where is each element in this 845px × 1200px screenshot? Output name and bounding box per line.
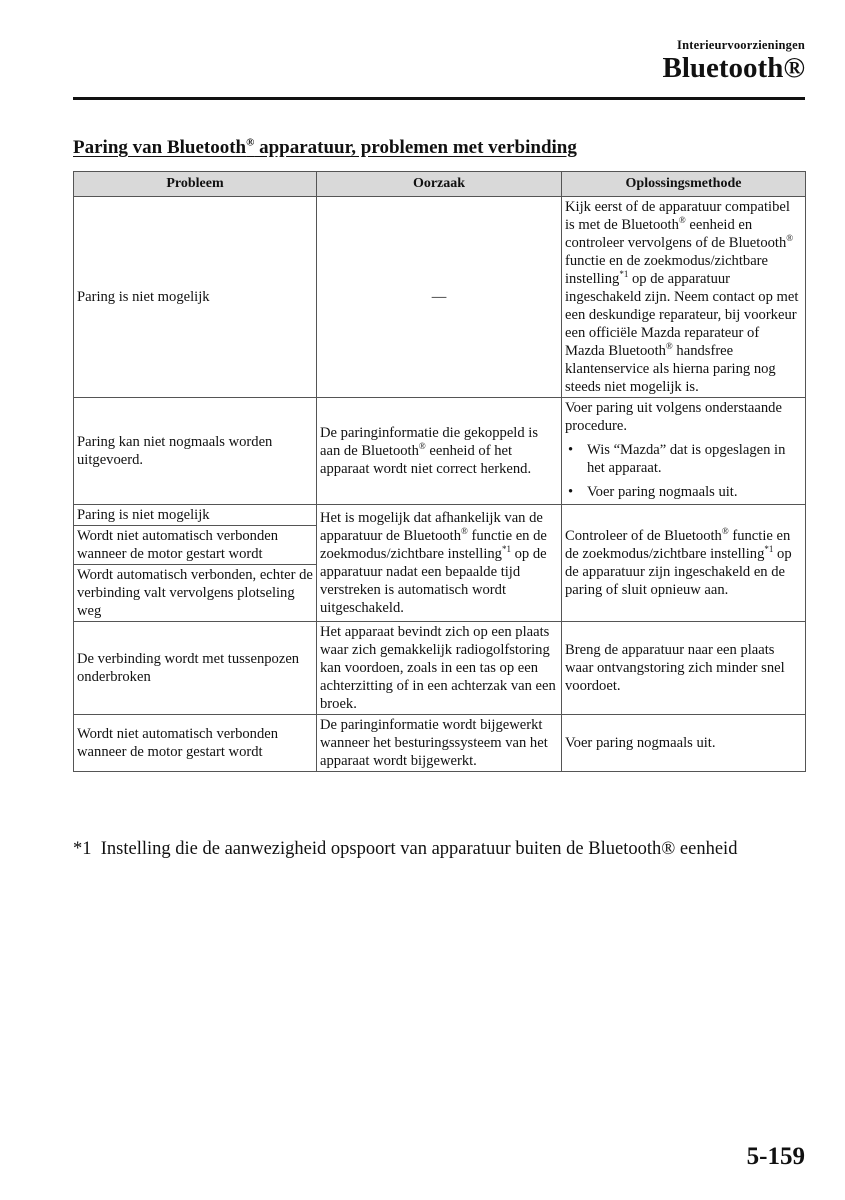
bullet-item xyxy=(565,441,802,477)
solution-text: op de apparatuur zijn ingeschakeld en de paring of sluit opnieuw aan. xyxy=(565,546,792,598)
footnote-ref: *1 xyxy=(619,269,629,280)
registered-mark: ® xyxy=(246,136,255,149)
header-divider xyxy=(73,97,805,100)
bullet-text: Voer paring nogmaals uit. xyxy=(587,484,738,500)
cause-text: De paringinformatie die gekoppeld is aan de Bluetooth xyxy=(320,425,539,459)
registered-mark: ® xyxy=(418,441,426,452)
problem-cell: De verbinding wordt met tussenpozen onderbroken xyxy=(74,622,317,715)
bullet-item xyxy=(565,483,802,501)
troubleshooting-table xyxy=(73,171,806,772)
cause-cell xyxy=(317,505,562,622)
solution-cell xyxy=(562,505,806,622)
cause-cell: Het apparaat bevindt zich op een plaats waar zich gemakkelijk radiogolfstoring kan voordoen, zoals in een tas op een achterzitting of in een achterzak van een broek. xyxy=(317,622,562,715)
solution-cell: Voer paring nogmaals uit. xyxy=(562,715,806,772)
footnote-ref: *1 xyxy=(764,544,774,555)
registered-mark: ® xyxy=(461,526,468,537)
cause-text: op de apparatuur nadat een bepaalde tijd verstreken is automatisch wordt uitgeschakeld. xyxy=(320,546,547,616)
solution-text: Controleer of de Bluetooth xyxy=(565,528,722,544)
problem-cell: Paring is niet mogelijk xyxy=(74,197,317,398)
table-row xyxy=(74,505,806,526)
section-heading-text-cont: apparatuur, problemen met verbinding xyxy=(254,137,577,158)
solution-text: Kijk eerst of de apparatuur compatibel is met de Bluetooth xyxy=(565,199,790,233)
section-heading-text: Paring van Bluetooth xyxy=(73,137,247,158)
section-heading xyxy=(73,137,577,159)
table-header-row xyxy=(74,172,806,197)
registered-mark: ® xyxy=(678,215,686,226)
table-row xyxy=(74,715,806,772)
bullet-dot-icon: • xyxy=(568,442,574,458)
solution-intro: Voer paring uit volgens onderstaande procedure. xyxy=(565,400,782,434)
footnote-text: Instelling die de aanwezigheid opspoort van apparatuur buiten de Bluetooth® eenheid xyxy=(100,839,738,859)
solution-cell xyxy=(562,197,806,398)
cause-cell: De paringinformatie wordt bijgewerkt wanneer het besturingssysteem van het apparaat wordt bijgewerkt. xyxy=(317,715,562,772)
table-row xyxy=(74,622,806,715)
problem-cell: Wordt automatisch verbonden, echter de verbinding valt vervolgens plotseling weg xyxy=(74,565,317,622)
problem-cell: Wordt niet automatisch verbonden wanneer de motor gestart wordt xyxy=(74,715,317,772)
page-title: Bluetooth® xyxy=(662,52,805,84)
bullet-text: Wis “Mazda” dat is opgeslagen in het apparaat. xyxy=(587,442,786,476)
cause-text: Het is mogelijk dat afhankelijk van de apparatuur de Bluetooth xyxy=(320,510,543,544)
footnote-marker: *1 xyxy=(73,839,92,859)
solution-text: eenheid en controleer vervolgens of de Bluetooth xyxy=(565,217,787,251)
registered-mark: ® xyxy=(786,233,794,244)
table-row xyxy=(74,197,806,398)
cause-text: functie en de zoekmodus/zichtbare instelling xyxy=(320,528,547,562)
registered-mark: ® xyxy=(665,341,673,352)
column-header-problem: Probleem xyxy=(74,172,317,197)
solution-text: functie en de zoekmodus/zichtbare instelling xyxy=(565,528,791,562)
cause-cell: — xyxy=(317,197,562,398)
solution-text: op de apparatuur ingeschakeld zijn. Neem contact op met een deskundige reparateur, bij voorkeur een officiële Mazda reparateur of Mazda Bluetooth xyxy=(565,271,799,359)
page-number: 5-159 xyxy=(746,1143,805,1170)
cause-text: eenheid of het apparaat wordt niet correct herkend. xyxy=(320,443,532,477)
problem-cell: Paring kan niet nogmaals worden uitgevoerd. xyxy=(74,398,317,505)
chapter-section-label: Interieurvoorzieningen xyxy=(677,38,805,52)
solution-cell: Breng de apparatuur naar een plaats waar ontvangstoring zich minder snel voordoet. xyxy=(562,622,806,715)
footnote-ref: *1 xyxy=(501,544,511,555)
solution-cell xyxy=(562,398,806,505)
footnote xyxy=(73,839,805,860)
problem-cell: Paring is niet mogelijk xyxy=(74,505,317,526)
column-header-cause: Oorzaak xyxy=(317,172,562,197)
problem-cell: Wordt niet automatisch verbonden wanneer de motor gestart wordt xyxy=(74,526,317,565)
bullet-dot-icon: • xyxy=(568,484,574,500)
solution-text: handsfree klantenservice als hierna paring nog steeds niet mogelijk is. xyxy=(565,343,776,395)
registered-mark: ® xyxy=(721,526,729,537)
solution-text: functie en de zoekmodus/zichtbare instelling xyxy=(565,253,769,287)
column-header-solution: Oplossingsmethode xyxy=(562,172,806,197)
table-row xyxy=(74,398,806,505)
cause-cell xyxy=(317,398,562,505)
